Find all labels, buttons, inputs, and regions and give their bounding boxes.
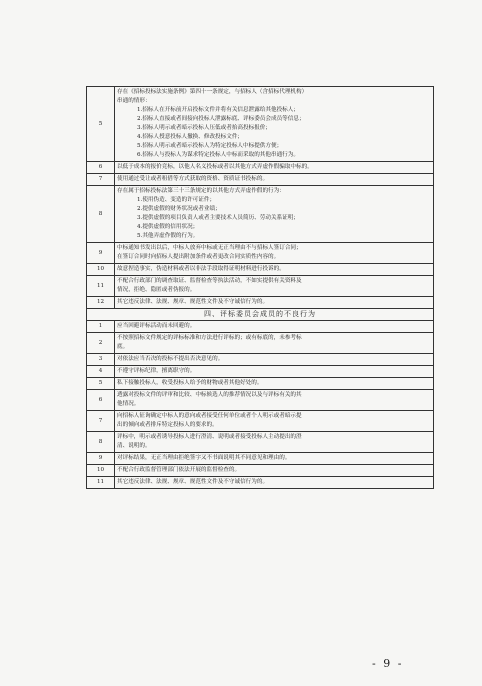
page-number: - 9 - (372, 657, 404, 670)
row-text-line: 评标中，明示或者诱导投标人进行澄清、说明或者接受投标人主动提出的澄 (117, 434, 302, 440)
row-number: 7 (87, 411, 115, 432)
row-number: 11 (87, 477, 115, 489)
row-content (115, 390, 434, 411)
row-text-line: 存在《招标投标法实施条例》第四十一条规定，与招标人（含招标代理机构） (117, 89, 308, 95)
table-row (87, 477, 434, 489)
table-row (87, 243, 434, 264)
row-text-line: 不配合行政监督管理部门依法开展的监督检查的。 (117, 467, 241, 473)
row-list-item: 4.提供虚假的信用状况； (137, 224, 199, 230)
row-text-line: 不遵守评标纪律，擅离职守的。 (117, 368, 196, 374)
row-list-item: 5.其他弄虚作假的行为。 (137, 233, 199, 239)
table-row (87, 174, 434, 186)
row-list-item: 2.提供虚假的财务状况或者业绩； (137, 206, 221, 212)
row-text-line: 他情况。 (117, 401, 140, 407)
row-content (115, 477, 434, 489)
table-row (87, 390, 434, 411)
row-text-line: 出的倾向或者排斥特定投标人的要求的。 (117, 422, 218, 428)
table-row (87, 276, 434, 297)
table-row (87, 87, 434, 162)
row-number: 3 (87, 354, 115, 366)
row-content (115, 432, 434, 453)
row-content (115, 264, 434, 276)
row-text-line: 中标通知书发出以后，中标人放弃中标或无正当理由不与招标人签订合同； (117, 245, 302, 251)
row-content (115, 465, 434, 477)
row-list-item: 2.招标人直接或者间接向投标人泄露标底、评标委员会成员等信息； (137, 116, 305, 122)
table-row (87, 465, 434, 477)
row-content (115, 162, 434, 174)
row-content (115, 366, 434, 378)
row-number: 5 (87, 87, 115, 162)
table-row (87, 297, 434, 309)
row-text-line: 透露对投标文件的评审和比较、中标候选人的推荐情况以及与评标有关的其 (117, 392, 302, 398)
row-number: 6 (87, 390, 115, 411)
row-content (115, 453, 434, 465)
row-text-line: 不按照招标文件规定的评标标准和方法进行评标的；或有标底的，未参考标 (117, 335, 302, 341)
row-text-line: 向招标人征询确定中标人的意向或者接受任何单位或者个人明示或者暗示提 (117, 413, 302, 419)
row-text-line: 情况，拒绝、隐匿或者伪报的。 (117, 287, 196, 293)
misconduct-table (86, 86, 434, 489)
section-heading-group (87, 309, 434, 321)
row-number: 12 (87, 297, 115, 309)
row-number: 2 (87, 333, 115, 354)
row-list-item: 1.使用伪造、变造的许可证件； (137, 197, 216, 203)
row-content (115, 354, 434, 366)
table-row (87, 321, 434, 333)
row-content (115, 333, 434, 354)
row-content (115, 378, 434, 390)
row-number: 8 (87, 186, 115, 243)
row-text-line: 以低于成本的报价竞标，以他人名义投标或者以其他方式弄虚作假骗取中标的。 (117, 164, 313, 170)
row-text-line: 串通的情形： (117, 98, 151, 104)
row-content (115, 186, 434, 243)
row-number: 6 (87, 162, 115, 174)
row-number: 9 (87, 453, 115, 465)
section-title: 四、评标委员会成员的不良行为 (87, 309, 434, 321)
table-row (87, 162, 434, 174)
row-number: 7 (87, 174, 115, 186)
row-content (115, 243, 434, 264)
table-row (87, 186, 434, 243)
row-content (115, 321, 434, 333)
row-text-line: 清、说明的。 (117, 443, 151, 449)
table-row (87, 432, 434, 453)
table-row (87, 354, 434, 366)
row-text-line: 其它违反法律、法规、规章、规范性文件及不守诚信行为的。 (117, 479, 269, 485)
row-list-item: 6.招标人与投标人为谋求特定投标人中标而采取的其他串通行为。 (137, 152, 299, 158)
row-number: 4 (87, 366, 115, 378)
row-content (115, 174, 434, 186)
row-text-line: 存在属于招标投标法第三十三条规定的以其他方式弄虚作假的行为： (117, 188, 285, 194)
table-row (87, 264, 434, 276)
row-text-line: 其它违反法律、法规、规章、规范性文件及不守诚信行为的。 (117, 299, 269, 305)
row-text-line: 故意捏造事实，伪造材料或者以非法手段取得证明材料进行投诉的。 (117, 266, 285, 272)
table-row (87, 378, 434, 390)
row-list-item: 5.招标人明示或者暗示投标人为特定投标人中标提供方便； (137, 143, 283, 149)
row-number: 1 (87, 321, 115, 333)
row-content (115, 297, 434, 309)
row-number: 8 (87, 432, 115, 453)
table-row (87, 333, 434, 354)
row-content (115, 276, 434, 297)
section-heading-row (87, 309, 434, 321)
table-row (87, 366, 434, 378)
row-content (115, 411, 434, 432)
row-text-line: 不配合行政部门的调查取证、监督检查等执法活动，不如实提供有关资料及 (117, 278, 302, 284)
row-list-item: 3.提供虚假的项目负责人或者主要技术人员简历、劳动关系证明； (137, 215, 299, 221)
row-text-line: 使用通过受让或者租借等方式获取的资格、资质证书投标的。 (117, 176, 269, 182)
row-number: 10 (87, 465, 115, 477)
row-list-item: 1.招标人在开标前开启投标文件并将有关信息泄露给其他投标人； (137, 107, 299, 113)
row-number: 11 (87, 276, 115, 297)
table-row (87, 453, 434, 465)
bidder-misconduct-rows (87, 87, 434, 309)
row-text-line: 对依法应当否决的投标不提出否决意见的。 (117, 356, 224, 362)
row-text-line: 应当回避评标活动而未回避的。 (117, 323, 196, 329)
row-number: 9 (87, 243, 115, 264)
row-list-item: 4.招标人授意投标人撤换、修改投标文件； (137, 134, 244, 140)
row-number: 10 (87, 264, 115, 276)
row-text-line: 私下接触投标人，收受投标人给予的财物或者其他好处的。 (117, 380, 263, 386)
row-text-line: 在签订合同时向招标人提出附加条件或者更改合同实质性内容的。 (117, 254, 280, 260)
table-row (87, 411, 434, 432)
row-list-item: 3.招标人明示或者暗示投标人压低或者抬高投标报价； (137, 125, 271, 131)
row-text-line: 对评标结果，无正当理由拒绝签字又不书面说明其不同意见和理由的。 (117, 455, 291, 461)
row-content (115, 87, 434, 162)
row-number: 5 (87, 378, 115, 390)
row-text-line: 底。 (117, 344, 129, 350)
evaluator-misconduct-rows (87, 321, 434, 489)
